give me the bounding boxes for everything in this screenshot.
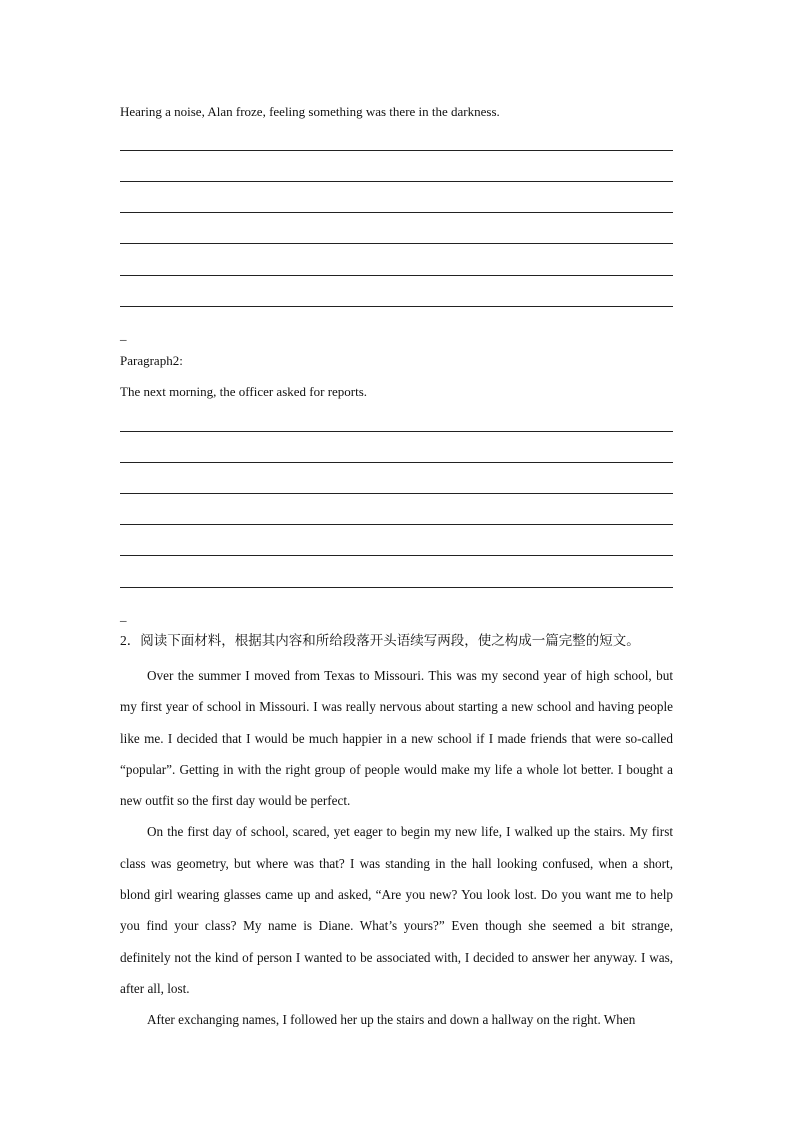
writing-line (120, 524, 673, 525)
paragraph2-end-mark: _ (120, 608, 127, 623)
passage-paragraph: After exchanging names, I followed her up the stairs and down a hallway on the right. When (147, 1012, 636, 1028)
writing-line (120, 587, 673, 588)
paragraph2-opening-sentence: The next morning, the officer asked for reports. (120, 384, 368, 399)
writing-line (120, 181, 673, 182)
writing-line (120, 462, 673, 463)
writing-line (120, 493, 673, 494)
writing-line (120, 243, 673, 244)
question-number: 2． (120, 633, 141, 648)
paragraph1-end-mark: _ (120, 327, 127, 342)
writing-line (120, 555, 673, 556)
writing-line (120, 212, 673, 213)
paragraph2-label: Paragraph2: (120, 353, 183, 368)
writing-line (120, 431, 673, 432)
paragraph1-opening-sentence: Hearing a noise, Alan froze, feeling something was there in the darkness. (120, 104, 500, 119)
question-instruction: 阅读下面材料，根据其内容和所给段落开头语续写两段，使之构成一篇完整的短文。 (140, 633, 640, 649)
question-2-heading (120, 631, 640, 651)
writing-line (120, 275, 673, 276)
writing-line (120, 306, 673, 307)
passage-paragraph: Over the summer I moved from Texas to Missouri. This was my second year of high school, but my first year of school in Missouri. I was really nervous about starting a new school and having people like me. I decided that I would be much happier in a new school if I made friends that were so-called “popular”. Getting in with the right group of people would make my life a whole lot better. I bought a new outfit so the first day would be perfect. (120, 668, 673, 809)
reading-passage (120, 660, 673, 1036)
writing-line (120, 150, 673, 151)
passage-paragraph: On the first day of school, scared, yet eager to begin my new life, I walked up the stairs. My first class was geometry, but where was that? I was standing in the hall looking confused, when a short, blond girl wearing glasses came up and asked, “Are you new? You look lost. Do you want me to help you find your class? My name is Diane. What’s yours?” Even though she seemed a bit strange, definitely not the kind of person I wanted to be associated with, I decided to answer her anyway. I was, after all, lost. (120, 824, 673, 996)
